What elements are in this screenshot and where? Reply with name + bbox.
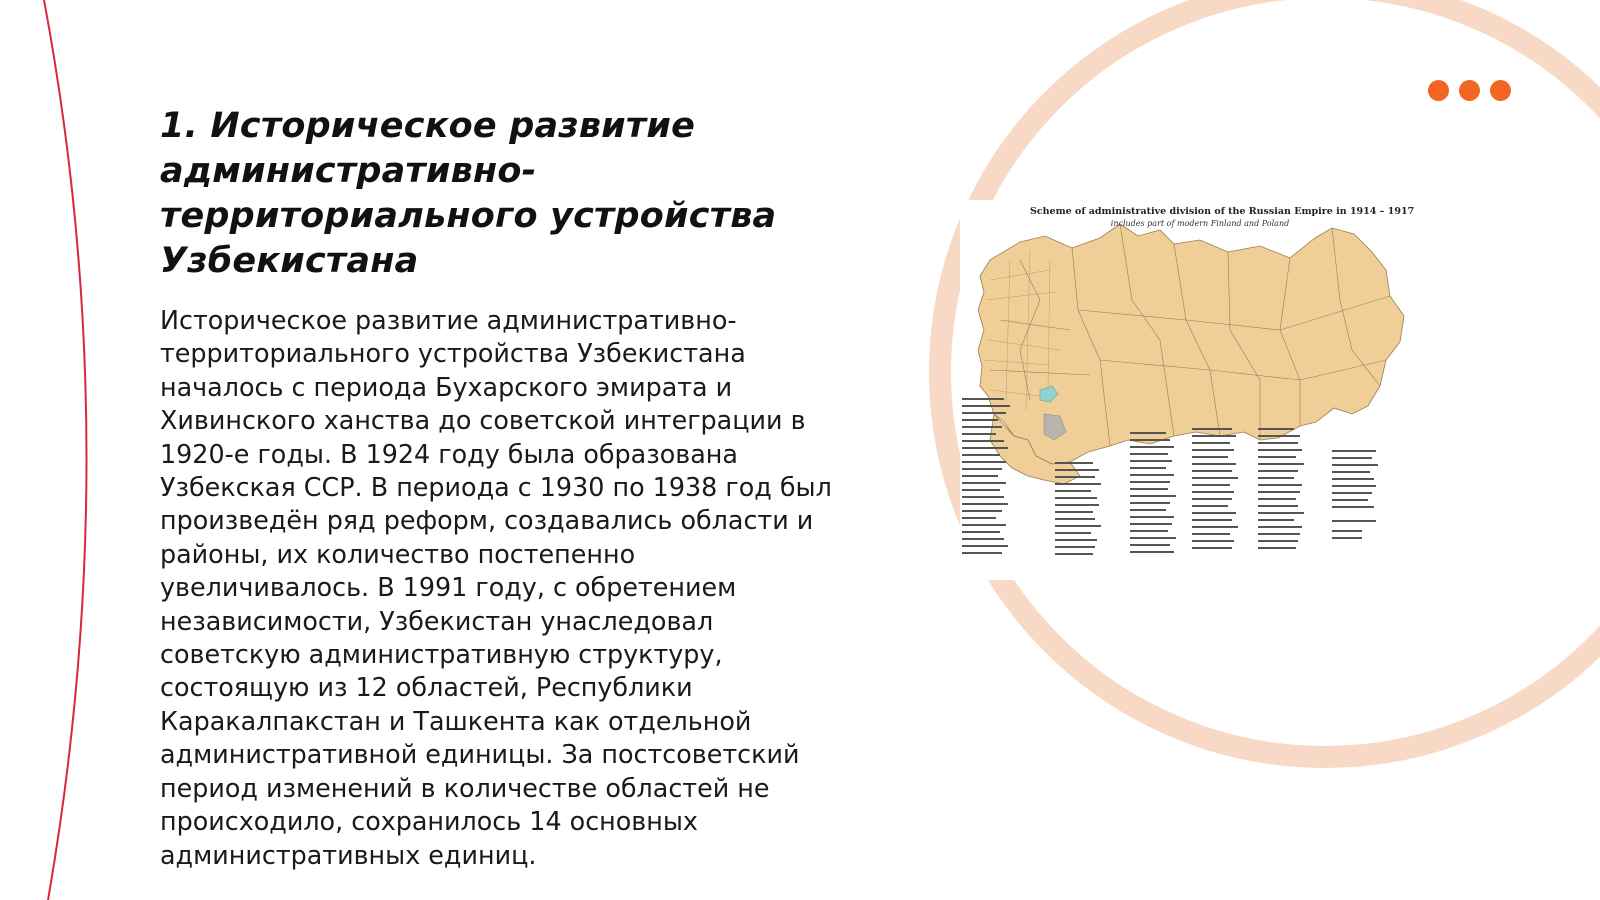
left-red-curve — [44, 0, 87, 900]
empire-landmass — [978, 224, 1404, 464]
slide-title: 1. Историческое развитие административно-территориального устройства Узбекистана — [160, 106, 777, 281]
dot-icon — [1459, 80, 1480, 101]
map-subtitle: includes part of modern Finland and Poland — [1110, 219, 1290, 228]
ellipsis-dots-icon — [1428, 80, 1511, 101]
map-image — [960, 200, 1430, 580]
map-title: Scheme of administrative division of the Russian Empire in 1914 – 1917 — [1030, 206, 1415, 217]
slide-body-text: Историческое развитие административно-территориального устройства Узбекистана началось с периода Бухарского эмирата и Хивинского ханства до советской интеграции в 1920-е годы. В 1924 году была образована Узбекская ССР. В периода с 1930 по 1938 год был произведён ряд реформ, создавались области и районы, их количество постепенно увеличивалось. В 1991 году, с обретением независимости, Узбекистан унаследовал советскую административную структуру, состоящую из 12 областей, Республики Каракалпакстан и Ташкента как отдельной административной единицы. За постсоветский период изменений в количестве областей не происходило, сохранилось 14 основных административных единиц. — [160, 305, 832, 870]
dot-icon — [1428, 80, 1449, 101]
map-graphic — [960, 200, 1430, 580]
dot-icon — [1490, 80, 1511, 101]
